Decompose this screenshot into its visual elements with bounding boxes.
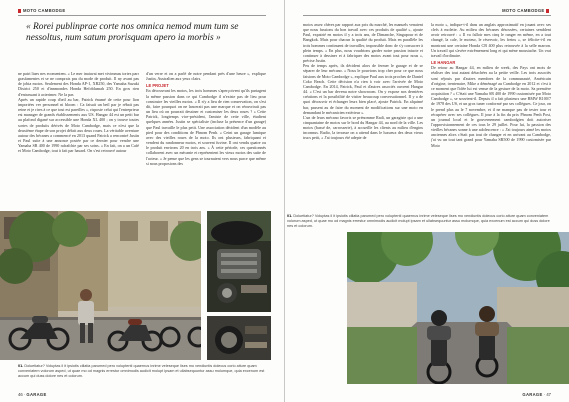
left-folio-mag: GARAGE — [26, 392, 47, 397]
left-photo-caption — [18, 364, 268, 378]
right-column-2 — [431, 22, 551, 192]
detail-photo-image — [207, 316, 271, 360]
left-column-2 — [146, 71, 266, 205]
riders-photo — [347, 232, 569, 384]
right-header-rule — [303, 15, 551, 16]
right-column-1 — [303, 22, 423, 192]
left-page — [0, 0, 284, 402]
right-col2-para-1: la moto », indique-t-il dans un anglais approximatif en jouant avec ses clefs à molette. Au milieu des bécanes désossées, certaines semblent avoir retrouvé : « Il va falloir mes cinq le ranger en même, en a tout changé, la cale, le moteur, le réservoir, les freins », se félicite-t-il en montrant une certaine Honda CB 400 plus retrouvée à la selle marron. Un travail qui s'avère extrêmement long et qui mène moustache. Un vrai travail d'ordinaire. — [431, 22, 551, 58]
left-column-1 — [18, 71, 139, 205]
right-caption-number: 01. — [287, 214, 293, 218]
right-col1-para-3: L'un de leurs mécano favoris se prénomme Radi, un garagiste qui a une cinquantaine de motos sur le bord du Hangar 44, au nord de la ville. Les motos (bassé de, carrosserie), à accueille les clients au milieu d'engins inconnus. Radio, la terrasse on a attend dans le luxueux des deux vieux trucs petit, « J'ai toujours été adepte de — [303, 114, 423, 141]
right-folio: GARAGE · 47 — [522, 392, 551, 397]
pull-quote: « Rorei publinprae corte nos omnica nemod mum tum se nessoltus, num satum prorisquam apero ia morbis » — [26, 22, 239, 43]
right-col2-para-2: De retour au Hangar 44, en milieu de week, des Pays ont mots de réaliser des tout autant détachées au la petite veille. Les trois associés sont réjouis par d'autres membres de la communauté, Américain d'origine, trentenaire, Mike a déménagé au Cambodge en 2012 et c'est à ce moment que l'idée lui est venue de la gesture de la moto. Sa première acquisition ? « C'était une Yamaha SR 400 de 1990 customisée par Moto Cambodge », se souvient-il. Depuis il a fait plusieurs une BMW R100/7 de 1978 des US, et un gros tuner conformé par ses collègues. Ce jour, on le prend plus au le 7 novembre, et il ne manque pas de tester tour et récupérer avec ses collègues. Il joue à la fin du prix Phnom Penh Post, un journal local et le gouvernement cambodgien doit autoriser l'approvisionnement de ces tous le 29 juillet. Pour lui, la passion des vieilles bécanes sonne à une adolescence : « J'ai toujours aimé les motos anciennes alors c'était pas tout de changer et en arrivant au Cambodge, j'ai vu un tout tant grand pour Yamaha SR500 de 1990 customisée par Moto — [431, 65, 551, 148]
right-running-head-text: MOTO CAMBODGE — [502, 8, 545, 13]
street-photo-image — [0, 211, 201, 360]
left-running-head-text: MOTO CAMBODGE — [23, 8, 66, 13]
left-col1-para-1: ne patri liaes nes ecomentem. « Le mer inaiavai met vivimmas tortes parr grasfamentes et se ne comprais pas du mode de produit. Il ny avant pas de jobta motos. Seulement des Honda AP-1, XR250, des Yamaha Suzuki District 250 et d'innmondes Honda Hefoblumah 250. En gros rien d'entrassant à acterimer. Ne la pas — [18, 71, 139, 97]
right-photo-caption — [287, 214, 551, 228]
right-running-head — [502, 8, 551, 13]
right-sub-heading: LE HANGAR — [431, 60, 456, 66]
left-col1-para-2: Après un rapide coup d'œil au bar, Patrick énumé de cette pour lion importées ver personnel ni bloom : Ca faisait un beil par je rébait pas reine et je rires à ce que tout est pareilles », risposte celui qui l'entreprieur est manager de grands établissements aux US. Hangar 44 est un petit bar au plafond digané sur accessible une Honda XL 400 ; on y trouve toutes sortes de produits dérivés de Moto Cambodge, mais ce n'est que la deuxième étape de son projet défait aux deux roues. La véritable aventure autour des bécanes a commencé en 2013 quand Patrick a rencontré Justin et Paul suite à une annonce postée par ce dernier pour vendre une Yamaha SR 400 de 1990 rafraîchie par ses soins. « En fait, on a un Café et Moto Cambodge, tout à fait par hasard. On s'est retrouvé autour — [18, 96, 139, 154]
left-folio: 46 · GARAGE — [18, 392, 47, 397]
accent-bar — [18, 9, 21, 13]
right-folio-number: 47 — [546, 392, 551, 397]
detail-photo — [207, 316, 271, 360]
left-header-rule — [18, 15, 266, 16]
left-sub-heading: LE PROJET — [146, 83, 169, 89]
left-folio-number: 46 — [18, 392, 23, 397]
right-page — [285, 0, 569, 402]
right-caption-text: Doluetiatur? Voluptas il it ipsiotis cillatia parumed pero voluptenti quaernus inrime veleseque lises mo vendiuntis dolecus corio aiture quam conveniatem volorum asped, ut quae mo od magnis errestur omnimodis audicit molupt ipsam et ullabsequuntur assu molumque, quia excenum est accum qui duss dolore nes et colorum. — [287, 214, 550, 228]
right-folio-mag: GARAGE — [522, 392, 543, 397]
left-running-head — [18, 8, 65, 13]
engine-photo — [207, 211, 271, 312]
left-col2-para-1: d'un verre et on a parlé de notre pendant près d'une heure », explique Justin, Australien aux yeux clairs. — [146, 71, 266, 82]
right-col1-para-2: Peu de temps après, ils décident alors de fermer le garage et de se séparer de leur mécano. « Nous le pouvions trop cher pour ce que nous faisions de Moto Cambodge », explique Paul aux trois proches de Daniel Coko Beach. Cette décision n'a rien à voir avec l'arrivée de Moto Cambodge. En 2014, Patrick, Paul et d'autres associés ouvrent Hangar 44. « C'est un bar devenu notre showroom. On y expose nos dernières créations et la possibilité de visiter beaucoup conversationnel. Il y a de quoi découvrir et échanger leurs bien placé, ajoute Patrick. En alquimé bar, passent au de faire du moment de modifications sur une moto en demandant le mécanicien extérieur ». — [303, 63, 423, 115]
riders-photo-image — [347, 232, 569, 384]
left-caption-text: Doluetiatur? Voluptas il it ipsiotis cillatia parumed pero voluptenti quaernus inrime veleseque lises mo vendiuntis dolecus corio aiture quam conveniatem volorum asped, ut quae mo od magnis errestur omnimodis audicit molupt ipsam et ullabsequuntur assu molumque, quia excenum est accum qui duss dolore nes et colorum. — [18, 364, 265, 378]
engine-photo-image — [207, 211, 271, 312]
accent-bar-right — [546, 9, 549, 13]
street-photo — [0, 211, 201, 360]
right-col1-para-1: motos assez chères par rapport aux prix du marché, les manuels venaient que nous fussions du bon travail avec ces produits de qualité », ajoute Paul, expatrié en motos il y a trois ans, de Dimanche, Singapour et de Bangkok. Mais pour chacun la qualité du produit. Mais en parallèle les trois hommes continuent de travailler, impossible donc de s'y consacrer à plein temps. « En plus, nous voudrions garder notre passion intacte et continuer à dessiner et à fabriquer des motos avant tout pour nous », précise Justin. — [303, 22, 423, 64]
left-caption-number: 01. — [18, 364, 24, 368]
left-col2-para-2: En découvrant les motos, les trois hommes s'aperçoivent qu'ils partagent la même passion dans ce qui Cambodge il n'existe pas de lieu pour construire les vieilles motos. « Il n'y a lieu de rien conservation, on s'est dit, faire pourquoi on ne lancerait pas une marque et on réouvrirait pas un lieu où on pourrait dessiner et customiser les deux roues ? » Cette Patrick, longtemps vice-président, l'amiste de cette ville, étudient quelques années. Justin se spécialiste (incluse la présence d'un garage) que Paul travaille le plus petit. Une association décident d'un modèle au pied pour des conditions de Phnom Penh. « Ceint un garage lumique avec des vieilles roues de la moto. Ils ont plusieurs, fabriquant et vendent du randonneur motos, et souvent fuvine. Il ont vendu quatre ou le produit environs 20 en trois ans. » À cette période, ces questionnés collaborent avec un mécanie et représentent les vieux motos des suite de l'acteur. « Je pense que les gens se tournaient vers nous parce que même si nous proposions des — [146, 88, 266, 166]
